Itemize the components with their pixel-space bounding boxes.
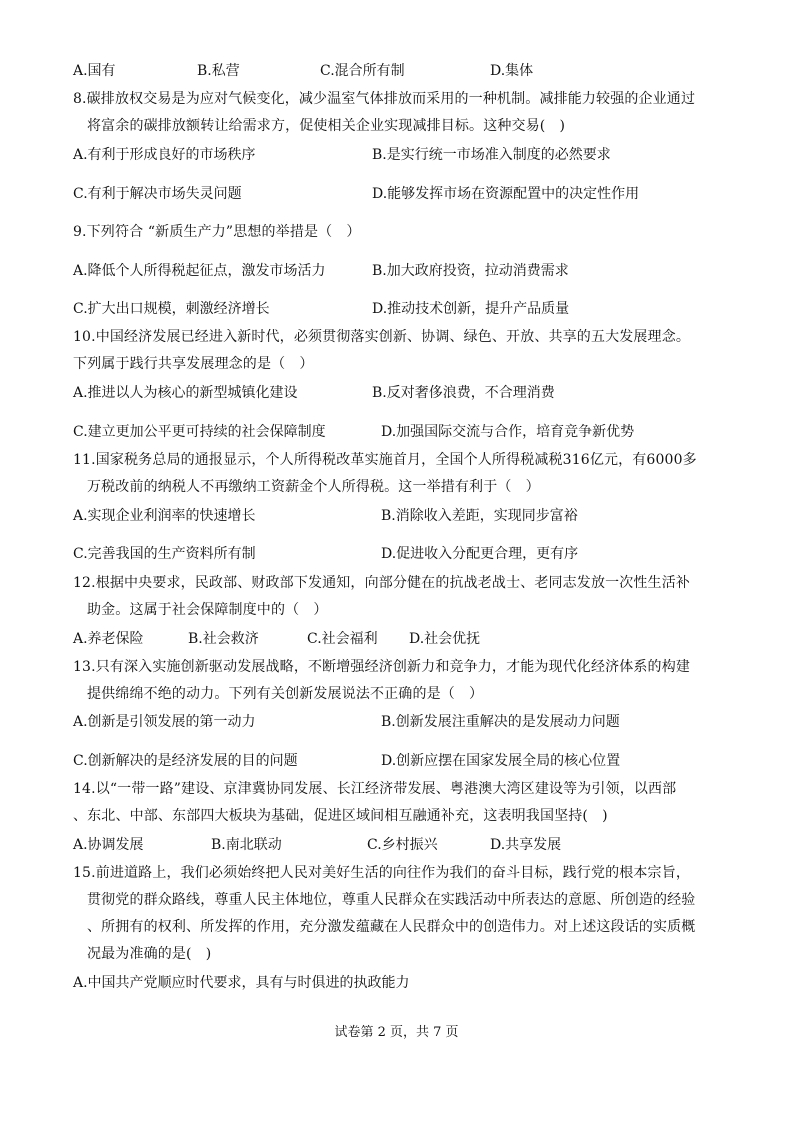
q15-stem-line-4: 况最为准确的是( ) [87,946,212,962]
q9-stem-line-1: 9.下列符合 “新质生产力”思想的举措是（ ） [73,224,361,240]
q11-stem-line-2: 万税改前的纳税人不再缴纳工资薪金个人所得税。这一举措有利于（ ） [87,479,540,495]
q7-option-d: D.集体 [490,63,534,79]
q7-option-c: C.混合所有制 [320,63,405,79]
q9-option-a: A.降低个人所得税起征点，激发市场活力 [73,263,326,279]
q12-option-c: C.社会福利 [307,631,378,647]
q14-option-c: C.乡村振兴 [367,837,438,853]
q13-stem-line-1: 13.只有深入实施创新驱动发展战略，不断增强经济创新力和竞争力，才能为现代化经济体系的构建 [73,659,691,675]
q8-stem-line-2: 将富余的碳排放额转让给需求方，促使相关企业实现减排目标。这种交易( ) [87,118,566,134]
q14-stem-line-2: 、东北、中部、东部四大板块为基础，促进区域间相互融通补充，这表明我国坚持( ) [73,808,608,824]
q10-option-b: B.反对奢侈浪费，不合理消费 [372,385,555,401]
q13-option-b: B.创新发展注重解决的是发展动力问题 [381,714,620,730]
q10-option-c: C.建立更加公平更可持续的社会保障制度 [73,424,326,440]
q10-option-a: A.推进以人为核心的新型城镇化建设 [73,385,298,401]
q8-option-a: A.有利于形成良好的市场秩序 [73,147,256,163]
q8-option-d: D.能够发挥市场在资源配置中的决定性作用 [372,186,640,202]
q13-option-a: A.创新是引领发展的第一动力 [73,714,256,730]
q8-stem-line-1: 8.碳排放权交易是为应对气候变化，减少温室气体排放而采用的一种机制。减排能力较强的企业通过 [73,91,696,107]
q10-option-d: D.加强国际交流与合作，培育竞争新优势 [381,424,635,440]
q11-option-a: A.实现企业利润率的快速增长 [73,508,256,524]
q12-option-a: A.养老保险 [73,631,144,647]
q12-option-d: D.社会优抚 [409,631,481,647]
q13-stem-line-2: 提供绵绵不绝的动力。下列有关创新发展说法不正确的是（ ） [87,686,484,702]
q7-option-a: A.国有 [73,63,116,79]
q12-stem-line-2: 助金。这属于社会保障制度中的（ ） [87,602,328,618]
q15-stem-line-2: 贯彻党的群众路线，尊重人民主体地位，尊重人民群众在实践活动中所表达的意愿、所创造的经验 [87,892,696,908]
q12-option-b: B.社会救济 [188,631,259,647]
q14-option-a: A.协调发展 [73,837,144,853]
q14-option-d: D.共享发展 [490,837,562,853]
q13-option-c: C.创新解决的是经济发展的目的问题 [73,753,298,769]
q7-option-b: B.私营 [197,63,240,79]
q14-option-b: B.南北联动 [211,837,282,853]
q11-stem-line-1: 11.国家税务总局的通报显示，个人所得税改革实施首月，全国个人所得税减税316亿元，有6000多 [73,452,697,468]
q11-option-c: C.完善我国的生产资料所有制 [73,546,256,562]
q11-option-b: B.消除收入差距，实现同步富裕 [381,508,578,524]
q10-stem-line-1: 10.中国经济发展已经进入新时代，必须贯彻落实创新、协调、绿色、开放、共享的五大发展理念。 [73,329,691,345]
q11-option-d: D.促进收入分配更合理，更有序 [381,546,579,562]
q14-stem-line-1: 14.以“一带一路”建设、京津冀协同发展、长江经济带发展、粤港澳大湾区建设等为引领，以西部 [73,781,677,797]
q15-stem-line-3: 、所拥有的权利、所发挥的作用，充分激发蕴藏在人民群众中的创造伟力。对上述这段话的实质概 [87,919,696,935]
q12-stem-line-1: 12.根据中央要求，民政部、财政部下发通知，向部分健在的抗战老战士、老同志发放一次性生活补 [73,575,691,591]
q9-option-c: C.扩大出口规模，刺激经济增长 [73,301,270,317]
q9-option-d: D.推动技术创新，提升产品质量 [372,301,570,317]
q8-option-b: B.是实行统一市场准入制度的必然要求 [372,147,611,163]
q9-option-b: B.加大政府投资，拉动消费需求 [372,263,569,279]
q15-option-a: A.中国共产党顺应时代要求，具有与时俱进的执政能力 [73,975,410,991]
q13-option-d: D.创新应摆在国家发展全局的核心位置 [381,753,621,769]
q8-option-c: C.有利于解决市场失灵问题 [73,186,242,202]
q10-stem-line-2: 下列属于践行共享发展理念的是（ ） [73,356,314,372]
q15-stem-line-1: 15.前进道路上，我们必须始终把人民对美好生活的向往作为我们的奋斗目标，践行党的根本宗旨， [73,865,691,881]
page-footer: 试卷第 2 页，共 7 页 [334,1025,459,1040]
